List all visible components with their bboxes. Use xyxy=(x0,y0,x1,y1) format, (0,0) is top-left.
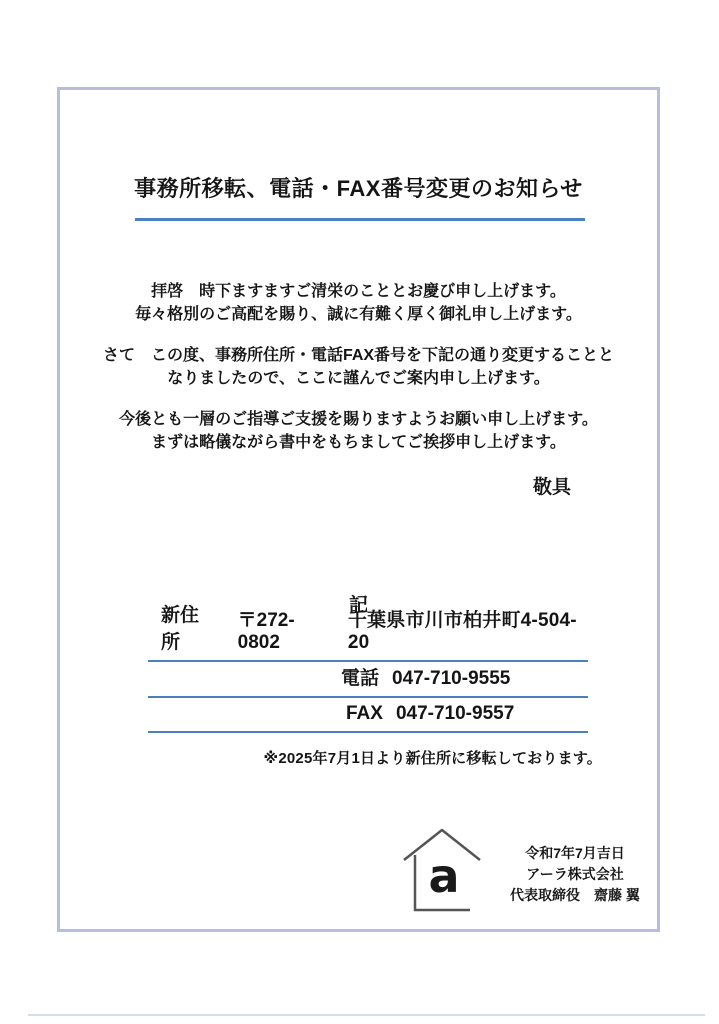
page-title: 事務所移転、電話・FAX番号変更のお知らせ xyxy=(134,176,583,201)
table-row-new-address xyxy=(148,605,588,662)
fax-number-value: 047-710-9557 xyxy=(395,703,515,724)
house-a-logo-icon xyxy=(400,826,484,916)
phone-number-value: 047-710-9555 xyxy=(392,668,511,689)
greeting-line-2: 毎々格別のご高配を賜り、誠に有難く厚く御礼申し上げます。 xyxy=(135,306,582,323)
contact-details-table xyxy=(148,605,588,733)
announcement-line-2: なりましたので、ここに謹んでご案内申し上げます。 xyxy=(167,370,550,387)
new-address-label: 新住所 xyxy=(161,605,200,653)
phone-label: 電話 xyxy=(341,668,380,689)
request-line-2: まずは略儀ながら書中をもちましてご挨拶申し上げます。 xyxy=(151,434,566,451)
greeting-paragraph xyxy=(60,280,657,326)
table-row-phone xyxy=(148,662,588,698)
postal-code-value: 〒272-0802 xyxy=(237,610,295,653)
announcement-paragraph xyxy=(60,344,657,390)
logo-letter: a xyxy=(428,849,460,903)
title-underline-rule xyxy=(135,218,585,221)
signature-date: 令和7年7月吉日 xyxy=(525,845,625,861)
signature-text xyxy=(490,826,660,916)
request-paragraph xyxy=(60,408,657,454)
page-bottom-rule xyxy=(28,1014,705,1016)
signature-representative: 代表取締役 齋藤 翼 xyxy=(510,887,640,903)
signature-block xyxy=(400,826,660,916)
fax-label: FAX xyxy=(346,703,383,724)
record-marker: 記 xyxy=(348,595,368,616)
table-row-fax xyxy=(148,698,588,733)
request-line-1: 今後とも一層のご指導ご支援を賜りますようお願い申し上げます。 xyxy=(119,411,598,428)
letter-border-frame xyxy=(57,87,660,932)
relocation-date-note: ※2025年7月1日より新住所に移転しております。 xyxy=(263,750,602,767)
address-value: 千葉県市川市柏井町4-504-20 xyxy=(347,610,577,653)
announcement-line-1: さて この度、事務所住所・電話FAX番号を下記の通り変更することと xyxy=(102,347,615,364)
closing-word: 敬具 xyxy=(532,477,571,498)
greeting-line-1: 拝啓 時下ますますご清栄のこととお慶び申し上げます。 xyxy=(151,283,566,300)
signature-company: アーラ株式会社 xyxy=(526,866,624,882)
